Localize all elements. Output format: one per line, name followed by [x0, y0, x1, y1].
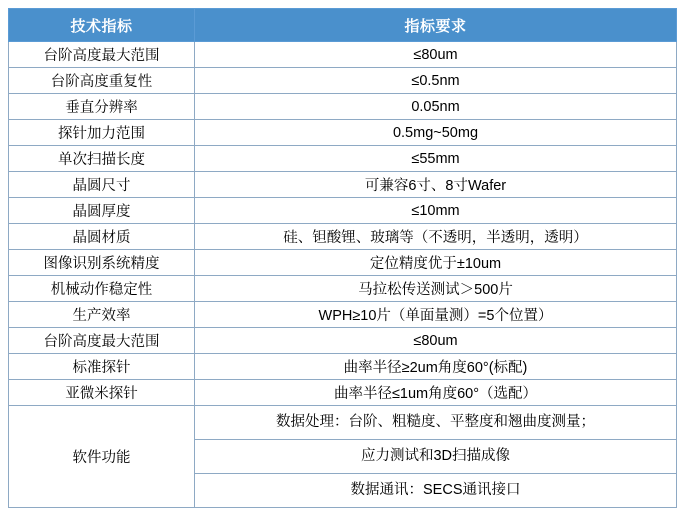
- row-label: 台阶高度重复性: [9, 68, 195, 94]
- table-row: [9, 354, 677, 380]
- table-header: [9, 9, 677, 42]
- table-body: [9, 42, 677, 508]
- row-label: 图像识别系统精度: [9, 250, 195, 276]
- software-line: 数据通讯：SECS通讯接口: [195, 473, 676, 507]
- row-value: 马拉松传送测试＞500片: [195, 276, 677, 302]
- row-value: 0.5mg~50mg: [195, 120, 677, 146]
- row-value: ≤80um: [195, 328, 677, 354]
- row-value: 曲率半径≥2um角度60°(标配): [195, 354, 677, 380]
- table-row: [9, 224, 677, 250]
- row-label: 晶圆尺寸: [9, 172, 195, 198]
- table-row: [9, 42, 677, 68]
- row-value: ≤10mm: [195, 198, 677, 224]
- column-header-requirement: 指标要求: [195, 9, 677, 42]
- table-row: [9, 276, 677, 302]
- specification-table: [8, 8, 677, 508]
- row-label: 晶圆材质: [9, 224, 195, 250]
- row-value: WPH≥10片（单面量测）=5个位置）: [195, 302, 677, 328]
- row-label: 台阶高度最大范围: [9, 42, 195, 68]
- row-value: 定位精度优于±10um: [195, 250, 677, 276]
- row-label: 机械动作稳定性: [9, 276, 195, 302]
- row-value: 硅、钽酸锂、玻璃等（不透明，半透明，透明）: [195, 224, 677, 250]
- row-label: 探针加力范围: [9, 120, 195, 146]
- row-label: 垂直分辨率: [9, 94, 195, 120]
- table-row: [9, 68, 677, 94]
- table-row: [9, 120, 677, 146]
- row-value: ≤0.5nm: [195, 68, 677, 94]
- row-value: ≤80um: [195, 42, 677, 68]
- row-label: 标准探针: [9, 354, 195, 380]
- row-value: ≤55mm: [195, 146, 677, 172]
- table-header-row: [9, 9, 677, 42]
- row-label: 软件功能: [9, 406, 195, 508]
- table-row: [9, 198, 677, 224]
- row-label: 亚微米探针: [9, 380, 195, 406]
- row-label: 台阶高度最大范围: [9, 328, 195, 354]
- table-row: [9, 302, 677, 328]
- software-line: 应力测试和3D扫描成像: [195, 439, 676, 473]
- table-row: [9, 380, 677, 406]
- row-value-software: [195, 406, 677, 508]
- row-label: 生产效率: [9, 302, 195, 328]
- table-row-software: [9, 406, 677, 508]
- row-label: 单次扫描长度: [9, 146, 195, 172]
- row-value: 0.05nm: [195, 94, 677, 120]
- software-line: 数据处理：台阶、粗糙度、平整度和翘曲度测量；: [276, 414, 595, 430]
- column-header-metric: 技术指标: [9, 9, 195, 42]
- row-value: 曲率半径≤1um角度60°（选配）: [195, 380, 677, 406]
- table-row: [9, 328, 677, 354]
- table-row: [9, 94, 677, 120]
- row-label: 晶圆厚度: [9, 198, 195, 224]
- row-value: 可兼容6寸、8寸Wafer: [195, 172, 677, 198]
- table-row: [9, 146, 677, 172]
- table-row: [9, 172, 677, 198]
- table-row: [9, 250, 677, 276]
